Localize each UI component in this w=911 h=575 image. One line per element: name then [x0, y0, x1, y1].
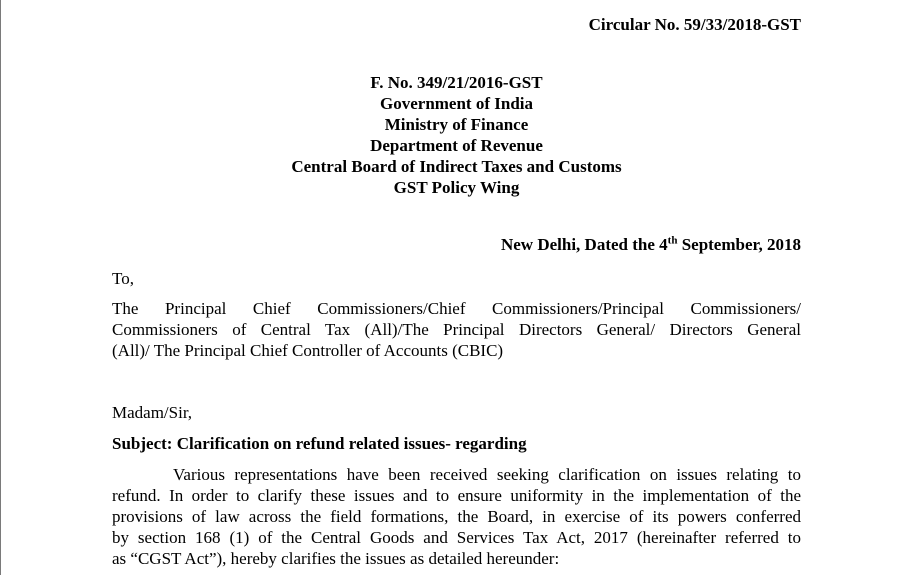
- letterhead: [112, 72, 801, 198]
- date-ordinal-suffix: th: [667, 234, 678, 247]
- salutation: Madam/Sir,: [112, 403, 193, 422]
- body-line: provisions of law across the field formations, the Board, in exercise of its powers conferred: [112, 507, 801, 526]
- subject-line: Subject: Clarification on refund related issues- regarding: [112, 434, 527, 453]
- body-line: Various representations have been received seeking clarification on issues relating to: [173, 465, 801, 484]
- body-line: as “CGST Act”), hereby clarifies the issues as detailed hereunder:: [112, 549, 560, 568]
- date-rest: September, 2018: [677, 235, 801, 254]
- addressee-line: Commissioners of Central Tax (All)/The Principal Directors General/ Directors General: [112, 320, 801, 339]
- addressee-block: [112, 298, 801, 361]
- government-name: Government of India: [380, 94, 533, 113]
- circular-number: Circular No. 59/33/2018-GST: [588, 15, 801, 34]
- ministry-name: Ministry of Finance: [384, 115, 529, 134]
- department-name: Department of Revenue: [370, 136, 543, 155]
- place-and-date: [501, 234, 801, 255]
- body-line: by section 168 (1) of the Central Goods and Services Tax Act, 2017 (hereinafter referred to: [112, 528, 801, 547]
- page-edge-divider: [0, 0, 1, 575]
- board-name: Central Board of Indirect Taxes and Customs: [291, 157, 622, 176]
- addressee-line: (All)/ The Principal Chief Controller of Accounts (CBIC): [112, 341, 504, 360]
- to-label: To,: [112, 269, 134, 288]
- wing-name: GST Policy Wing: [393, 178, 520, 197]
- body-paragraph: [112, 464, 801, 569]
- body-line: refund. In order to clarify these issues and to ensure uniformity in the implementation of the: [112, 486, 801, 505]
- date-prefix: New Delhi, Dated the 4: [500, 235, 668, 254]
- addressee-line: The Principal Chief Commissioners/Chief Commissioners/Principal Commissioners/: [112, 299, 801, 318]
- file-number: F. No. 349/21/2016-GST: [370, 73, 543, 92]
